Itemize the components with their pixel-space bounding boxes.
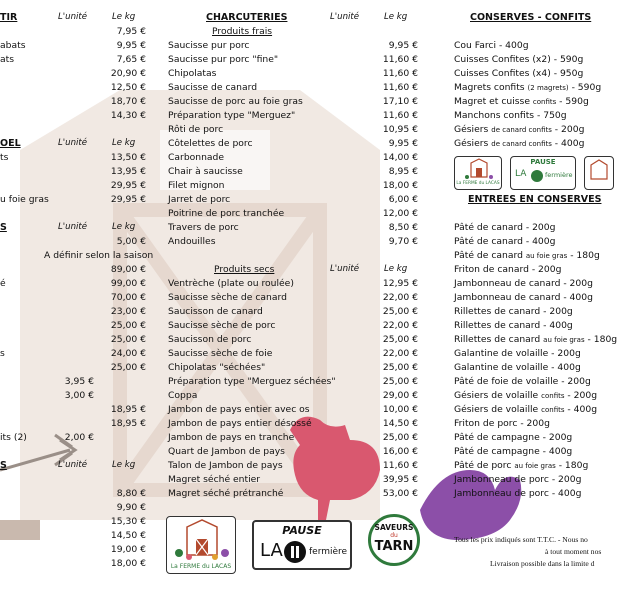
left-price: 5,00 € [116, 236, 146, 247]
left-price: 99,00 € [110, 278, 146, 289]
product-name: Quart de Jambon de pays [168, 446, 285, 457]
product-name: Filet mignon [168, 180, 225, 191]
logo-ferme-lacas-small: La FERME du LACAS [454, 156, 502, 190]
left-unit-price: 3,95 € [64, 376, 94, 387]
left-header-2: OEL [0, 138, 21, 149]
mid-unit-label: L'unité [330, 12, 360, 22]
product-name: Chipolatas "séchées" [168, 362, 266, 373]
product-name: Jarret de porc [168, 194, 231, 205]
conserve-item: Pâté de canard - 200g [454, 222, 556, 233]
conserve-item: Jambonneau de canard - 400g [454, 292, 593, 303]
pause-icon [284, 541, 306, 563]
product-price: 11,60 € [382, 68, 418, 79]
left-price: 14,30 € [110, 110, 146, 121]
product-price: 9,95 € [388, 138, 418, 149]
left-unit-price: 3,00 € [64, 390, 94, 401]
product-name: Magret séché entier [168, 474, 261, 485]
left-price: 7,65 € [116, 54, 146, 65]
conserve-item: Galantine de volaille - 400g [454, 362, 581, 373]
left-price: 29,95 € [110, 194, 146, 205]
product-name: Saucisse sèche de foie [168, 348, 273, 359]
conserve-item: Jambonneau de porc - 200g [454, 474, 582, 485]
left-price: 15,30 € [110, 516, 146, 527]
left-price: 19,00 € [110, 544, 146, 555]
conserve-item: Pâté de foie de volaille - 200g [454, 376, 591, 387]
left-price: 25,00 € [110, 320, 146, 331]
left-price: 8,80 € [116, 488, 146, 499]
left-header-4: S [0, 460, 7, 471]
conserve-item: Pâté de campagne - 400g [454, 446, 573, 457]
logo-ferme-lacas-cropped [584, 156, 614, 190]
product-price: 18,00 € [382, 180, 418, 191]
product-price: 11,60 € [382, 82, 418, 93]
product-price: 12,95 € [382, 278, 418, 289]
product-price: 8,50 € [388, 222, 418, 233]
mid-kg-label: Le kg [384, 12, 408, 22]
product-name: Chipolatas [168, 68, 217, 79]
left-unit-label: L'unité [58, 12, 88, 22]
product-price: 8,95 € [388, 166, 418, 177]
product-name: Coppa [168, 390, 198, 401]
conserve-item: Magret et cuisse confits - 590g [454, 96, 589, 107]
barn-icon [167, 517, 237, 563]
product-price: 22,00 € [382, 348, 418, 359]
left-price: 18,00 € [110, 558, 146, 569]
product-price: 14,00 € [382, 152, 418, 163]
ferme-lacas-label: La FERME du LACAS [170, 563, 232, 570]
left-price: 24,00 € [110, 348, 146, 359]
entrees-title: ENTREES EN CONSERVES [468, 194, 602, 205]
product-name: Ventrèche (plate ou roulée) [168, 278, 294, 289]
left-price: 9,90 € [116, 502, 146, 513]
product-price: 9,70 € [388, 236, 418, 247]
product-name: Saucisson de canard [168, 306, 263, 317]
product-price: 17,10 € [382, 96, 418, 107]
product-price: 39,95 € [382, 474, 418, 485]
conserve-item: Cou Farci - 400g [454, 40, 529, 51]
left-price: 13,95 € [110, 166, 146, 177]
logo-pause-fermiere-small: PAUSE LA fermière [510, 156, 576, 190]
product-price: 29,00 € [382, 390, 418, 401]
left-price: 20,90 € [110, 68, 146, 79]
conserve-item: Rillettes de canard au foie gras - 180g [454, 334, 617, 345]
product-price: 25,00 € [382, 306, 418, 317]
product-name: Saucisson de porc [168, 334, 252, 345]
product-name: Magret séché prétranché [168, 488, 284, 499]
product-price: 11,60 € [382, 460, 418, 471]
product-name: Jambon de pays entier désossé [168, 418, 312, 429]
left-unit-price: 2,00 € [64, 432, 94, 443]
conserve-item: Pâté de campagne - 200g [454, 432, 573, 443]
conserve-item: Cuisses Confites (x4) - 950g [454, 68, 584, 79]
product-name: Jambon de pays entier avec os [168, 404, 310, 415]
conserve-item: Pâté de porc au foie gras - 180g [454, 460, 589, 471]
product-name: Talon de Jambon de pays [168, 460, 283, 471]
left-price: 25,00 € [110, 362, 146, 373]
product-name: Andouilles [168, 236, 216, 247]
conserve-item: Rillettes de canard - 400g [454, 320, 573, 331]
product-price: 10,95 € [382, 124, 418, 135]
product-name: Jambon de pays en tranche [168, 432, 295, 443]
product-name: Chair à saucisse [168, 166, 243, 177]
conserve-item: Gésiers de volaille confits - 200g [454, 390, 598, 401]
conserve-item: Manchons confits - 750g [454, 110, 567, 121]
left-price: 12,50 € [110, 82, 146, 93]
product-price: 25,00 € [382, 362, 418, 373]
product-price: 11,60 € [382, 110, 418, 121]
barn-icon [585, 157, 615, 191]
product-price: 6,00 € [388, 194, 418, 205]
left-price: 23,00 € [110, 306, 146, 317]
conserve-item: Gésiers de volaille confits - 400g [454, 404, 598, 415]
left-price: 89,00 € [110, 264, 146, 275]
logo-ferme-lacas [166, 516, 236, 574]
conserve-item: Gésiers de canard confits - 400g [454, 138, 585, 149]
left-price: 18,95 € [110, 404, 146, 415]
left-header-1: TIR [0, 12, 18, 23]
conserve-item: Friton de canard - 200g [454, 264, 562, 275]
product-price: 14,50 € [382, 418, 418, 429]
product-name: Préparation type "Merguez séchées" [168, 376, 336, 387]
left-price: 29,95 € [110, 180, 146, 191]
product-price: 25,00 € [382, 376, 418, 387]
product-name: Rôti de porc [168, 124, 224, 135]
left-price: 18,70 € [110, 96, 146, 107]
product-name: Poitrine de porc tranchée [168, 208, 285, 219]
product-price: 22,00 € [382, 320, 418, 331]
product-name: Carbonnade [168, 152, 225, 163]
conserve-item: Pâté de canard au foie gras - 180g [454, 250, 600, 261]
logo-pause-fermiere: PAUSE LA fermière [252, 520, 352, 570]
product-price: 53,00 € [382, 488, 418, 499]
product-price: 12,00 € [382, 208, 418, 219]
left-header-3: S [0, 222, 7, 233]
product-name: Saucisse pur porc [168, 40, 250, 51]
conserve-item: Jambonneau de porc - 400g [454, 488, 582, 499]
season-note: A définir selon la saison [44, 250, 154, 261]
product-price: 22,00 € [382, 292, 418, 303]
charcuteries-title: CHARCUTERIES [206, 12, 288, 23]
conserve-item: Jambonneau de canard - 200g [454, 278, 593, 289]
product-name: Saucisse sèche de canard [168, 292, 287, 303]
product-price: 10,00 € [382, 404, 418, 415]
fresh-subtitle: Produits frais [212, 26, 273, 37]
product-price: 9,95 € [388, 40, 418, 51]
product-price: 25,00 € [382, 432, 418, 443]
conserves-confits-title: CONSERVES - CONFITS [470, 12, 592, 23]
conserve-item: Rillettes de canard - 200g [454, 306, 573, 317]
left-price: 25,00 € [110, 334, 146, 345]
product-name: Côtelettes de porc [168, 138, 253, 149]
left-price: 9,95 € [116, 40, 146, 51]
product-price: 11,60 € [382, 54, 418, 65]
conserve-item: Magrets confits (2 magrets) - 590g [454, 82, 602, 93]
left-price: 70,00 € [110, 292, 146, 303]
product-name: Saucisse de canard [168, 82, 258, 93]
conserve-item: Galantine de volaille - 200g [454, 348, 581, 359]
conserve-item: Gésiers de canard confits - 200g [454, 124, 585, 135]
product-name: Préparation type "Merguez" [168, 110, 296, 121]
left-price: 7,95 € [116, 26, 146, 37]
product-price: 16,00 € [382, 446, 418, 457]
conserve-item: Pâté de canard - 400g [454, 236, 556, 247]
product-price: 25,00 € [382, 334, 418, 345]
product-name: Saucisse sèche de porc [168, 320, 276, 331]
conserve-item: Friton de porc - 200g [454, 418, 550, 429]
price-list: TIR L'unité Le kg 7,95 € abats 9,95 € ats 7,65 € 20,90 € 12,50 € 18,70 € 14,30 € OEL L'unité Le kg ts 13,50 € 13,95 € 29,95 € u foie gras 29,95 € S L'unité Le kg 5,00 € A définir selon la saison 89,00 € é 99,00 € 70,00 € 23,00 € 25,00 € 25,00 € s 24,00 € 25,00 € 3,95 € 3,00 € 18,95 € 18,95 € its (2) 2,00 € S L'unité Le kg 8,80 € 9,90 € 15,30 € 14,50 € 19,00 € 18,00 € CHARCUTERIES L'unité Le kg Produits frais Saucisse pur porc 9,95 € Saucisse pur porc "fine" 11,60 € Chipolatas 11,60 € Saucisse de canard 11,60 € Saucisse de porc au foie gras 17,10 € Préparation type "Merguez" 11,60 € Rôti de porc 10,95 € Côtelettes de porc 9,95 € Carbonnade 14,00 € Chair à saucisse 8,95 € Filet mignon 18,00 € Jarret de porc 6,00 € Poitrine de porc tranchée 12,00 € Travers de porc 8,50 € Andouilles 9,70 € Produits secs L'unité Le kg Ventrèche (plate ou roulée) 12,95 € Saucisse sèche de canard 22,00 € Saucisson de canard 25,00 € Saucisse sèche de porc 22,00 € Saucisson de porc 25,00 € Saucisse sèche de foie 22,00 € Chipolatas "séchées" 25,00 € Préparation type "Merguez séchées" 25,00 € Coppa 29,00 € Jambon de pays entier avec os 10,00 € Jambon de pays entier désossé 14,50 € Jambon de pays en tranche 25,00 € Quart de Jambon de pays 16,00 € Talon de Jambon de pays 11,60 € Magret séché entier 39,95 € Magret séché prétranché 53,00 € CONSERVES - CONFITS Cou Farci - 400g Cuisses Confites (x2) - 590g Cuisses Confites (x4) - 950g Magrets confits (2 magrets) - 590g Magret et cuisse confits - 590g Manchons confits - 750g Gésiers de canard confits - 200g Gésiers de canard confits - 400g La FERME du LACAS PAUSE LA fermière ENTREES EN CONSERVES Pâté de canard - 200g Pâté de canard - 400g Pâté de canard au foie gras - 180g Friton de canard - 200g Jambonneau de canard - 200g Jambonneau de canard - 400g Rillettes de canard - 200g Rillettes de canard - 400g Rillettes de canard au foie gras - 180g Galantine de volaille - 200g Galantine de volaille - 400g Pâté de foie de volaille - 200g Gésiers de volaille confits - 200g Gésiers de volaille confits - 400g Friton de porc - 200g Pâté de campagne - 200g Pâté de campagne - 400g Pâté de porc au foie gras - 180g Jambonneau de porc - 200g Jambonneau de porc - 400g La FERME du LACAS PAUSE LA fermière SAVEURS du TARN Tous les prix indiqués sont T.T.C. - Nous no à tout moment nos Livraison possible dans la limite d [0, 0, 600, 600]
product-name: Saucisse de porc au foie gras [168, 96, 303, 107]
product-name: Travers de porc [168, 222, 239, 233]
logo-saveurs-tarn: SAVEURS du TARN [368, 514, 420, 566]
conserve-item: Cuisses Confites (x2) - 590g [454, 54, 584, 65]
left-price: 14,50 € [110, 530, 146, 541]
left-price: 13,50 € [110, 152, 146, 163]
dry-subtitle: Produits secs [214, 264, 275, 275]
product-name: Saucisse pur porc "fine" [168, 54, 279, 65]
left-price: 18,95 € [110, 418, 146, 429]
left-kg-label: Le kg [112, 12, 136, 22]
